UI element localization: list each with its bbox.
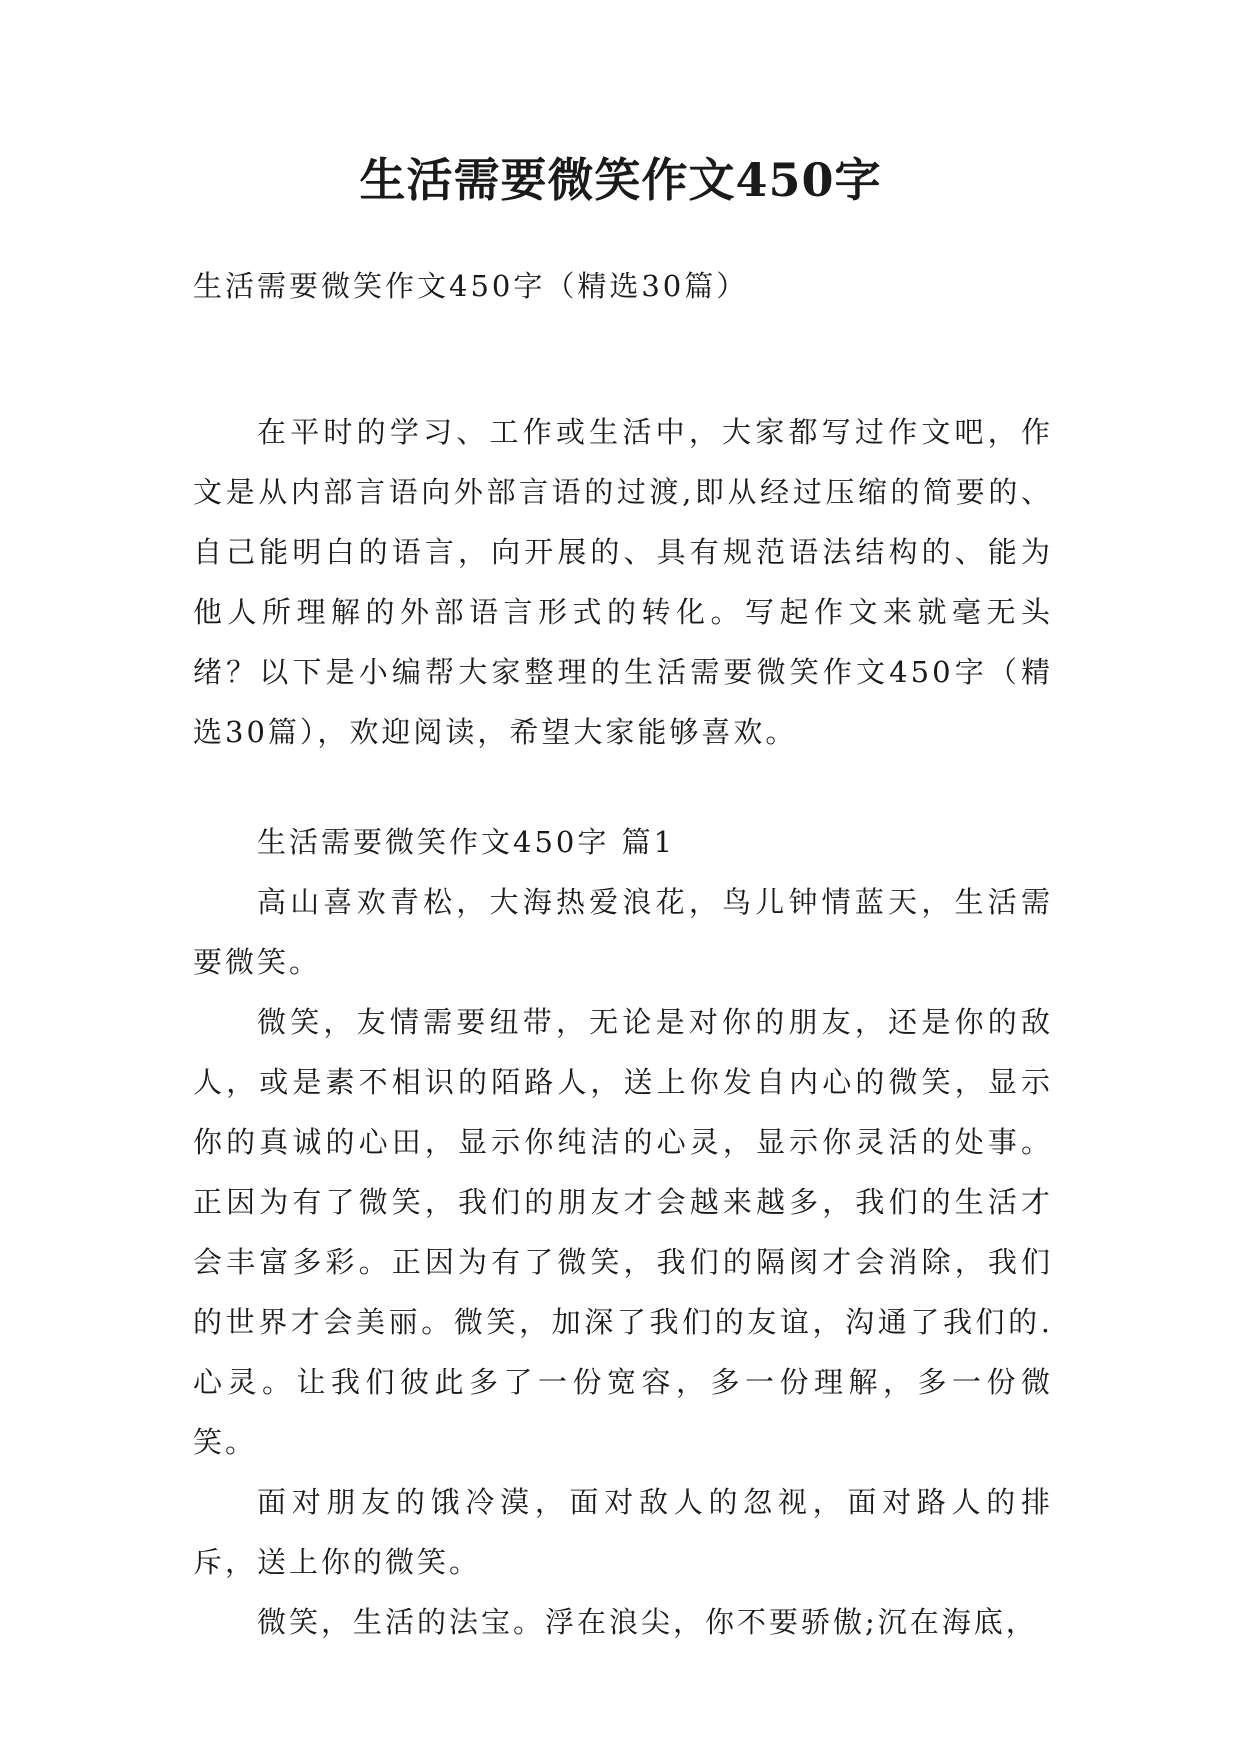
intro-paragraph: 在平时的学习、工作或生活中，大家都写过作文吧，作文是从内部言语向外部言语的过渡,即从经过压缩的简要的、自己能明白的语言，向开展的、具有规范语法结构的、能为他人所理解的外部语言形式的转化。写起作文来就毫无头绪？以下是小编帮大家整理的生活需要微笑作文450字（精选30篇），欢迎阅读，希望大家能够喜欢。	[193, 415, 1053, 749]
article-paragraph: 高山喜欢青松，大海热爱浪花，鸟儿钟情蓝天，生活需要微笑。	[193, 885, 1053, 979]
article-paragraph: 面对朋友的饿冷漠，面对敌人的忽视，面对路人的排斥，送上你的微笑。	[193, 1485, 1053, 1579]
document-title: 生活需要微笑作文450字	[359, 153, 882, 207]
article-heading: 生活需要微笑作文450字 篇1	[257, 825, 676, 859]
article-paragraph: 微笑，生活的法宝。浮在浪尖，你不要骄傲;沉在海底，	[257, 1605, 1038, 1639]
document-subtitle: 生活需要微笑作文450字（精选30篇）	[193, 269, 749, 303]
article-section	[193, 812, 1053, 1652]
article-paragraph: 微笑，友情需要纽带，无论是对你的朋友，还是你的敌人，或是素不相识的陌路人，送上你发自内心的微笑，显示你的真诚的心田，显示你纯洁的心灵，显示你灵活的处事。正因为有了微笑，我们的朋友才会越来越多，我们的生活才会丰富多彩。正因为有了微笑，我们的隔阂才会消除，我们的世界才会美丽。微笑，加深了我们的友谊，沟通了我们的.心灵。让我们彼此多了一份宽容，多一份理解，多一份微笑。	[193, 1005, 1053, 1459]
intro-section	[193, 402, 1053, 762]
